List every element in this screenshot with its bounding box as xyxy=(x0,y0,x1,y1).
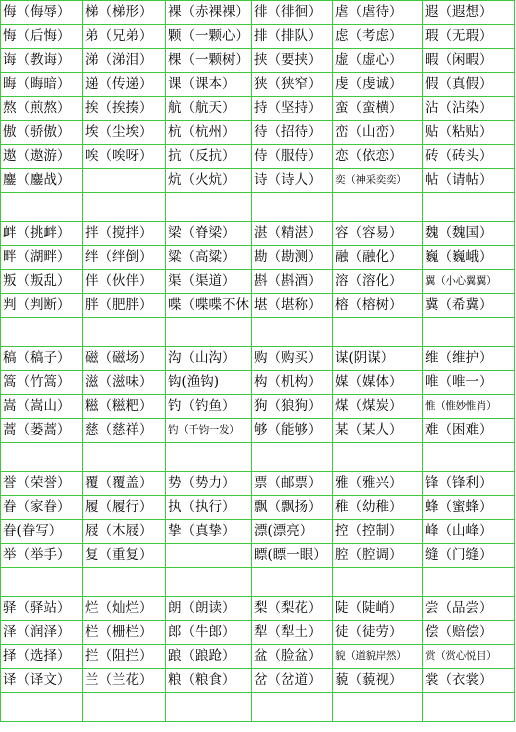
table-cell: 誉（荣誉） xyxy=(1,472,83,496)
table-cell: 烂（灿烂） xyxy=(83,597,166,621)
table-cell: 拌（搅拌） xyxy=(83,222,166,246)
table-cell: 票（邮票） xyxy=(252,472,333,496)
table-cell: 炕（火炕） xyxy=(166,169,252,193)
table-cell xyxy=(1,318,83,347)
table-cell: 蜂（蜜蜂） xyxy=(423,496,515,520)
table-cell: 稚（幼稚） xyxy=(333,496,423,520)
table-cell: 傲（骄傲） xyxy=(1,121,83,145)
table-cell: 腔（腔调） xyxy=(333,544,423,568)
table-cell xyxy=(252,318,333,347)
table-cell: 翼（小心翼翼） xyxy=(423,270,515,294)
table-cell: 偿（赔偿） xyxy=(423,621,515,645)
table-cell: 侍（服侍） xyxy=(252,145,333,169)
table-cell: 屐（木屐） xyxy=(83,520,166,544)
table-cell: 磁（磁场） xyxy=(83,347,166,371)
table-cell xyxy=(166,193,252,222)
table-cell: 悔（后悔） xyxy=(1,25,83,49)
table-cell: 埃（尘埃） xyxy=(83,121,166,145)
table-cell: 岔（岔道） xyxy=(252,669,333,693)
table-cell: 藐（藐视） xyxy=(333,669,423,693)
table-row xyxy=(1,419,515,443)
table-cell xyxy=(83,193,166,222)
table-row xyxy=(1,145,515,169)
table-cell xyxy=(1,443,83,472)
table-cell xyxy=(1,693,83,722)
table-cell: 虐（虐待） xyxy=(333,1,423,25)
table-cell xyxy=(1,193,83,222)
table-cell: 遨（遨游） xyxy=(1,145,83,169)
table-cell xyxy=(166,693,252,722)
table-cell xyxy=(423,568,515,597)
table-cell: 尝（品尝） xyxy=(423,597,515,621)
table-cell: 沾（沾染） xyxy=(423,97,515,121)
table-cell xyxy=(252,568,333,597)
table-cell: 某（某人） xyxy=(333,419,423,443)
table-cell: 杭（杭州） xyxy=(166,121,252,145)
table-cell: 恋（依恋） xyxy=(333,145,423,169)
table-cell: 兰（兰花） xyxy=(83,669,166,693)
table-row xyxy=(1,294,515,318)
table-row xyxy=(1,443,515,472)
table-cell: 择（选择） xyxy=(1,645,83,669)
table-cell: 挨（挨揍） xyxy=(83,97,166,121)
table-cell: 侮（侮辱） xyxy=(1,1,83,25)
table-cell xyxy=(333,443,423,472)
table-cell: 貌（道貌岸然） xyxy=(333,645,423,669)
table-row xyxy=(1,318,515,347)
table-cell: 瑕（无瑕） xyxy=(423,25,515,49)
table-row xyxy=(1,49,515,73)
table-cell xyxy=(166,318,252,347)
table-cell: 滋（滋味） xyxy=(83,371,166,395)
table-row xyxy=(1,544,515,568)
table-cell: 峦（山峦） xyxy=(333,121,423,145)
table-cell: 够（能够） xyxy=(252,419,333,443)
table-cell xyxy=(423,443,515,472)
table-cell: 榕（榕树） xyxy=(333,294,423,318)
table-row xyxy=(1,496,515,520)
table-cell: 踉（踉跄） xyxy=(166,645,252,669)
table-cell: 举（举手） xyxy=(1,544,83,568)
table-row xyxy=(1,621,515,645)
table-cell: 盆（脸盆） xyxy=(252,645,333,669)
table-row xyxy=(1,121,515,145)
table-cell: 叛（叛乱） xyxy=(1,270,83,294)
table-cell: 裳（衣裳） xyxy=(423,669,515,693)
table-cell: 粱（高粱） xyxy=(166,246,252,270)
table-cell xyxy=(333,568,423,597)
table-cell: 贴（粘贴） xyxy=(423,121,515,145)
table-cell: 绊（绊倒） xyxy=(83,246,166,270)
table-cell: 诲（教诲） xyxy=(1,49,83,73)
table-cell: 稿（稿子） xyxy=(1,347,83,371)
table-cell: 航（航天） xyxy=(166,97,252,121)
table-cell: 粮（粮食） xyxy=(166,669,252,693)
table-cell xyxy=(83,693,166,722)
table-row xyxy=(1,73,515,97)
table-cell: 弟（兄弟） xyxy=(83,25,166,49)
table-cell: 伴（伙伴） xyxy=(83,270,166,294)
table-row xyxy=(1,246,515,270)
table-cell xyxy=(83,568,166,597)
table-cell: 覆（覆盖） xyxy=(83,472,166,496)
table-cell: 执（执行） xyxy=(166,496,252,520)
table-row xyxy=(1,645,515,669)
table-cell: 陡（陡峭） xyxy=(333,597,423,621)
table-cell: 锋（锋利） xyxy=(423,472,515,496)
table-cell xyxy=(166,568,252,597)
table-cell: 维（维护） xyxy=(423,347,515,371)
table-cell: 犁（犁土） xyxy=(252,621,333,645)
table-row xyxy=(1,222,515,246)
table-cell xyxy=(1,568,83,597)
table-cell xyxy=(252,193,333,222)
table-cell: 构（机构） xyxy=(252,371,333,395)
table-cell xyxy=(252,443,333,472)
table-cell: 狗（狼狗） xyxy=(252,395,333,419)
table-cell: 狭（狭窄） xyxy=(252,73,333,97)
table-cell: 履（履行） xyxy=(83,496,166,520)
table-body xyxy=(1,1,515,722)
table-row xyxy=(1,371,515,395)
table-cell: 糍（糍粑） xyxy=(83,395,166,419)
table-cell: 挟（要挟） xyxy=(252,49,333,73)
table-cell: 待（招待） xyxy=(252,121,333,145)
table-cell: 复（重复） xyxy=(83,544,166,568)
table-cell xyxy=(83,443,166,472)
table-cell xyxy=(333,193,423,222)
table-cell: 徘（徘徊） xyxy=(252,1,333,25)
table-cell: 颗（一颗心） xyxy=(166,25,252,49)
table-cell: 魏（魏国） xyxy=(423,222,515,246)
table-cell: 梨（梨花） xyxy=(252,597,333,621)
table-row xyxy=(1,395,515,419)
table-cell: 梁（脊梁） xyxy=(166,222,252,246)
table-cell: 拦（阻拦） xyxy=(83,645,166,669)
table-cell: 畔（湖畔） xyxy=(1,246,83,270)
table-cell: 驿（驿站） xyxy=(1,597,83,621)
table-cell: 棵（一颗树） xyxy=(166,49,252,73)
table-cell: 钓（千钧一发） xyxy=(166,419,252,443)
table-cell: 眷（家眷） xyxy=(1,496,83,520)
table-cell xyxy=(252,693,333,722)
table-cell: 沟（山沟） xyxy=(166,347,252,371)
table-cell xyxy=(423,318,515,347)
table-cell: 媒（媒体） xyxy=(333,371,423,395)
table-cell: 判（判断） xyxy=(1,294,83,318)
table-cell: 晦（晦暗） xyxy=(1,73,83,97)
table-row xyxy=(1,472,515,496)
table-cell: 漂(漂亮） xyxy=(252,520,333,544)
table-cell: 巍（巍峨） xyxy=(423,246,515,270)
table-cell: 煤（煤炭） xyxy=(333,395,423,419)
table-row xyxy=(1,193,515,222)
table-cell: 融（融化） xyxy=(333,246,423,270)
table-cell: 难（困难） xyxy=(423,419,515,443)
table-row xyxy=(1,25,515,49)
table-cell: 嵩（嵩山） xyxy=(1,395,83,419)
table-cell: 蒿（蒌蒿） xyxy=(1,419,83,443)
table-cell: 帖（请帖） xyxy=(423,169,515,193)
table-cell: 蛮（蛮横） xyxy=(333,97,423,121)
table-cell: 眷(眷写） xyxy=(1,520,83,544)
table-cell: 谋(阴谋） xyxy=(333,347,423,371)
table-cell: 勘（勘测） xyxy=(252,246,333,270)
table-cell xyxy=(423,193,515,222)
table-row xyxy=(1,1,515,25)
table-row xyxy=(1,270,515,294)
table-cell: 冀（希冀） xyxy=(423,294,515,318)
table-cell: 赏（赏心悦目） xyxy=(423,645,515,669)
table-cell xyxy=(333,318,423,347)
table-row xyxy=(1,520,515,544)
table-cell: 喋（喋喋不休 xyxy=(166,294,252,318)
table-cell: 持（坚持） xyxy=(252,97,333,121)
table-cell: 砖（砖头） xyxy=(423,145,515,169)
table-cell: 缝（门缝） xyxy=(423,544,515,568)
table-cell: 课（课本） xyxy=(166,73,252,97)
table-cell: 购（购买） xyxy=(252,347,333,371)
table-cell: 郎（牛郎） xyxy=(166,621,252,645)
table-cell: 熬（煎熬） xyxy=(1,97,83,121)
table-cell: 湛（精湛） xyxy=(252,222,333,246)
table-cell: 钓（钓鱼） xyxy=(166,395,252,419)
table-cell: 势（势力） xyxy=(166,472,252,496)
table-cell xyxy=(83,169,166,193)
table-cell: 递（传递） xyxy=(83,73,166,97)
table-cell: 唯（唯一） xyxy=(423,371,515,395)
table-cell: 唉（唉呀） xyxy=(83,145,166,169)
table-cell: 裸（赤裸裸） xyxy=(166,1,252,25)
table-cell xyxy=(166,544,252,568)
table-row xyxy=(1,347,515,371)
table-cell: 溶（溶化） xyxy=(333,270,423,294)
table-cell: 瞟(瞟一眼） xyxy=(252,544,333,568)
table-cell: 译（译文） xyxy=(1,669,83,693)
table-row xyxy=(1,97,515,121)
table-cell xyxy=(83,318,166,347)
table-cell: 徒（徒劳） xyxy=(333,621,423,645)
table-row xyxy=(1,693,515,722)
table-cell: 抗（反抗） xyxy=(166,145,252,169)
table-cell: 泽（润泽） xyxy=(1,621,83,645)
table-cell: 朗（朗读） xyxy=(166,597,252,621)
table-cell: 斟（斟酒） xyxy=(252,270,333,294)
table-cell: 诗（诗人） xyxy=(252,169,333,193)
table-cell: 胖（肥胖） xyxy=(83,294,166,318)
table-row xyxy=(1,169,515,193)
table-cell: 虔（虔诚） xyxy=(333,73,423,97)
table-cell: 渠（渠道） xyxy=(166,270,252,294)
table-row xyxy=(1,669,515,693)
table-cell: 雅（雅兴） xyxy=(333,472,423,496)
table-cell: 涕（涕泪） xyxy=(83,49,166,73)
table-cell: 栏（栅栏） xyxy=(83,621,166,645)
table-cell: 假（真假） xyxy=(423,73,515,97)
table-cell: 惟（惟妙惟肖） xyxy=(423,395,515,419)
table-cell: 梯（梯形） xyxy=(83,1,166,25)
table-cell: 排（排队） xyxy=(252,25,333,49)
table-cell xyxy=(166,443,252,472)
table-cell: 控（控制） xyxy=(333,520,423,544)
table-cell: 暇（闲暇） xyxy=(423,49,515,73)
table-cell: 虚（虚心） xyxy=(333,49,423,73)
table-cell: 钩(渔钩) xyxy=(166,371,252,395)
table-cell xyxy=(423,693,515,722)
table-cell: 飘（飘扬） xyxy=(252,496,333,520)
table-cell: 鏖（鏖战） xyxy=(1,169,83,193)
table-cell: 峰（山峰） xyxy=(423,520,515,544)
table-cell: 容（容易） xyxy=(333,222,423,246)
table-cell: 虑（考虑） xyxy=(333,25,423,49)
table-cell: 挚（真挚） xyxy=(166,520,252,544)
table-cell: 奕（神采奕奕） xyxy=(333,169,423,193)
table-row xyxy=(1,597,515,621)
table-cell: 衅（挑衅） xyxy=(1,222,83,246)
table-cell: 篙（竹篙） xyxy=(1,371,83,395)
table-cell: 堪（堪称） xyxy=(252,294,333,318)
table-cell: 慈（慈祥） xyxy=(83,419,166,443)
table-row xyxy=(1,568,515,597)
table-cell xyxy=(333,693,423,722)
table-cell: 遐（遐想） xyxy=(423,1,515,25)
